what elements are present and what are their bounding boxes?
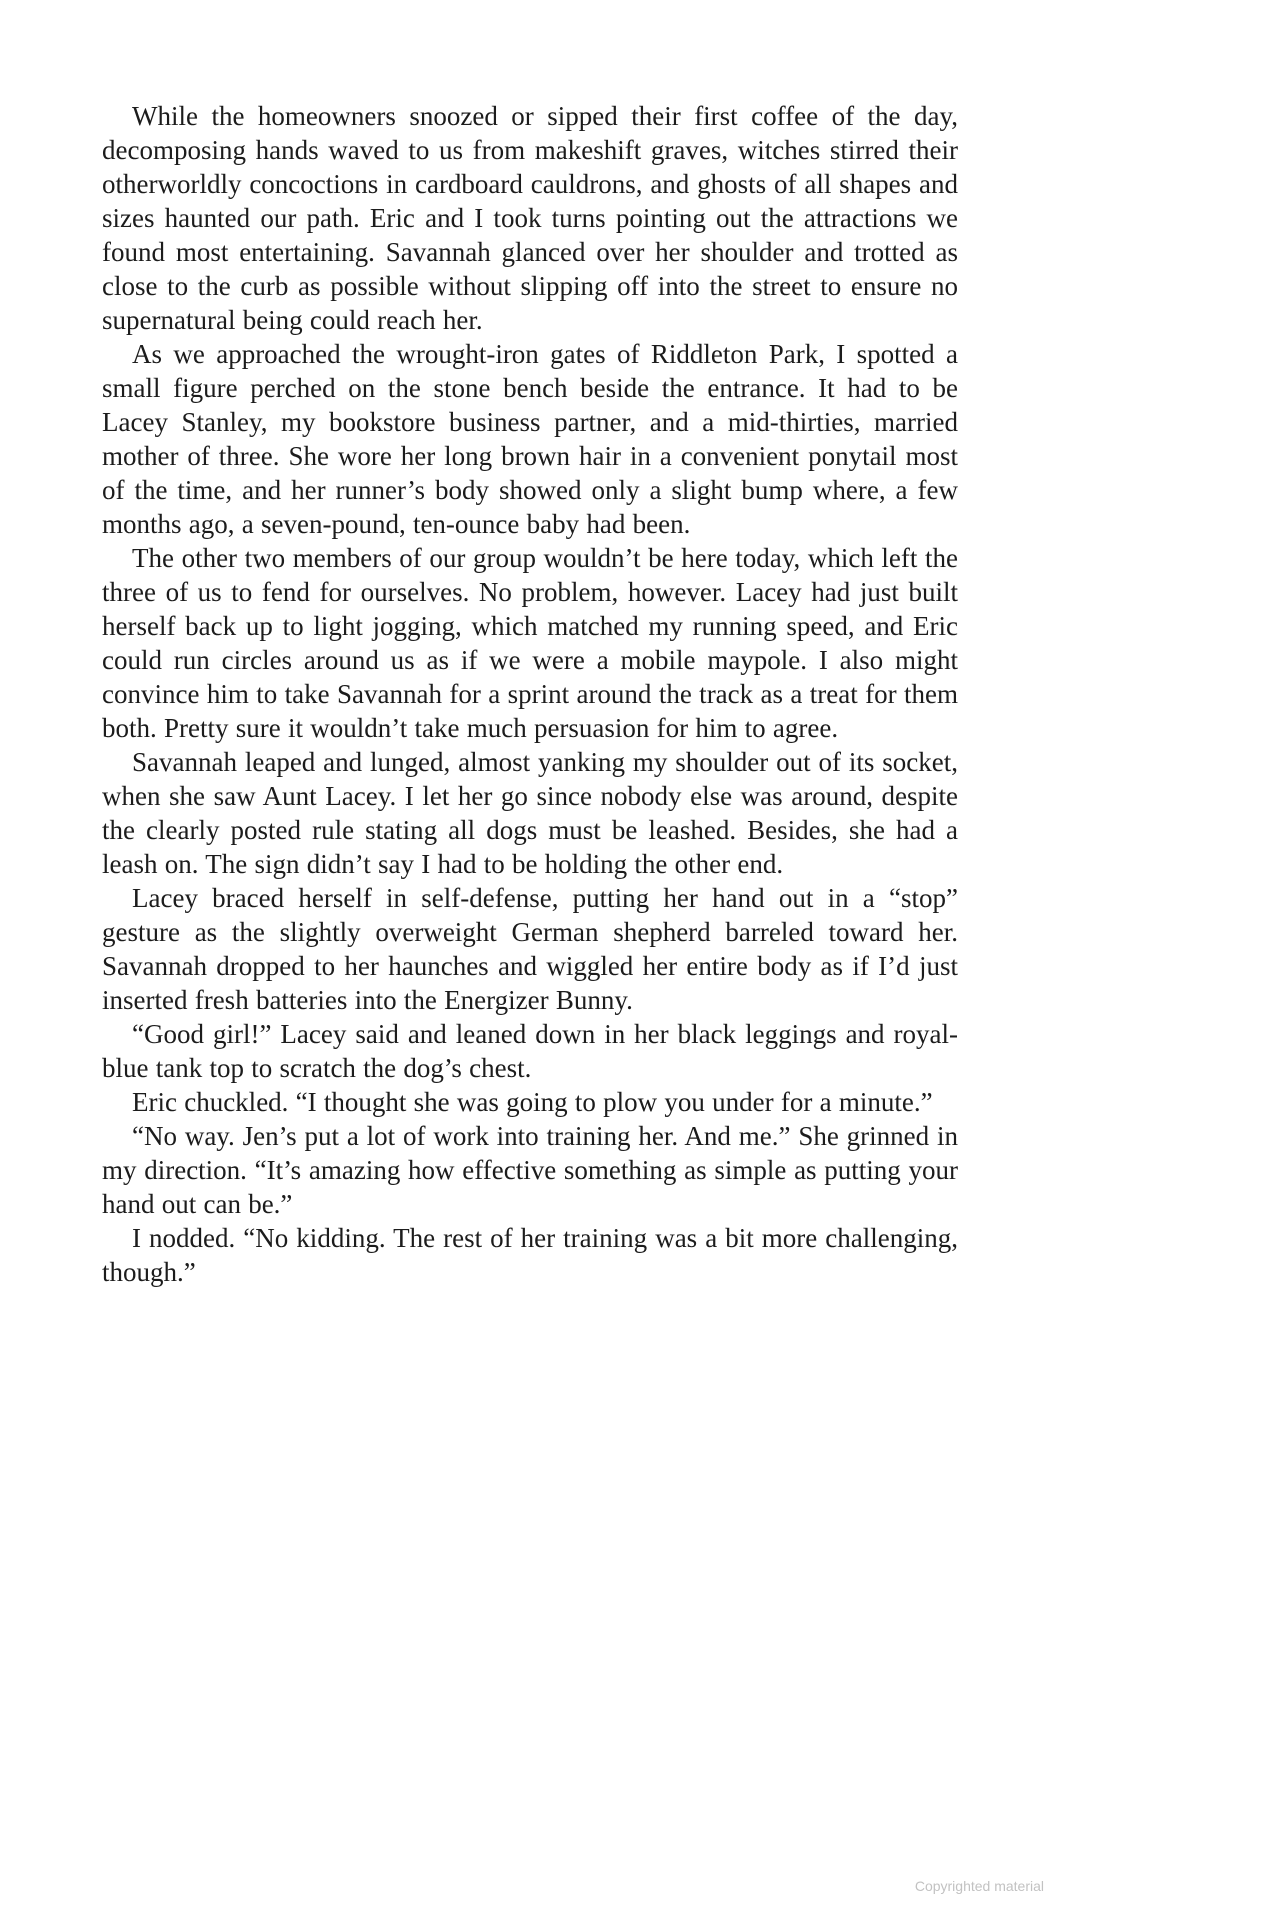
paragraph: Eric chuckled. “I thought she was going to plow you under for a minute.” <box>132 1087 933 1117</box>
paragraph: While the homeowners snoozed or sipped their first coffee of the day, decomposing hands waved to us from makeshift graves, witches stirred their otherworldly concoctions in cardboard cauldrons, and ghosts of all shapes and sizes haunted our path. Eric and I took turns pointing out the attractions we found most entertaining. Savannah glanced over her shoulder and trotted as close to the curb as possible without slipping off into the street to ensure no supernatural being could reach her. <box>102 101 958 335</box>
paragraph: Lacey braced herself in self-defense, putting her hand out in a “stop” gesture as the slightly overweight German shepherd barreled toward her. Savannah dropped to her haunches and wiggled her entire body as if I’d just inserted fresh batteries into the Energizer Bunny. <box>102 883 958 1015</box>
paragraph: I nodded. “No kidding. The rest of her training was a bit more challenging, though.” <box>102 1223 958 1287</box>
copyright-watermark: Copyrighted material <box>914 1878 1044 1894</box>
paragraph: “Good girl!” Lacey said and leaned down in her black leggings and royal-blue tank top to scratch the dog’s chest. <box>102 1019 958 1083</box>
paragraph: Savannah leaped and lunged, almost yanking my shoulder out of its socket, when she saw Aunt Lacey. I let her go since nobody else was around, despite the clearly posted rule stating all dogs must be leashed. Besides, she had a leash on. The sign didn’t say I had to be holding the other end. <box>102 747 958 879</box>
paragraph: “No way. Jen’s put a lot of work into training her. And me.” She grinned in my direction. “It’s amazing how effective something as simple as putting your hand out can be.” <box>102 1121 958 1219</box>
page-text-block <box>102 99 958 1289</box>
paragraph: As we approached the wrought-iron gates of Riddleton Park, I spotted a small figure perched on the stone bench beside the entrance. It had to be Lacey Stanley, my bookstore business partner, and a mid-thirties, married mother of three. She wore her long brown hair in a convenient ponytail most of the time, and her runner’s body showed only a slight bump where, a few months ago, a seven-pound, ten-ounce baby had been. <box>102 339 958 539</box>
paragraph: The other two members of our group wouldn’t be here today, which left the three of us to fend for ourselves. No problem, however. Lacey had just built herself back up to light jogging, which matched my running speed, and Eric could run circles around us as if we were a mobile maypole. I also might convince him to take Savannah for a sprint around the track as a treat for them both. Pretty sure it wouldn’t take much persuasion for him to agree. <box>102 543 958 743</box>
